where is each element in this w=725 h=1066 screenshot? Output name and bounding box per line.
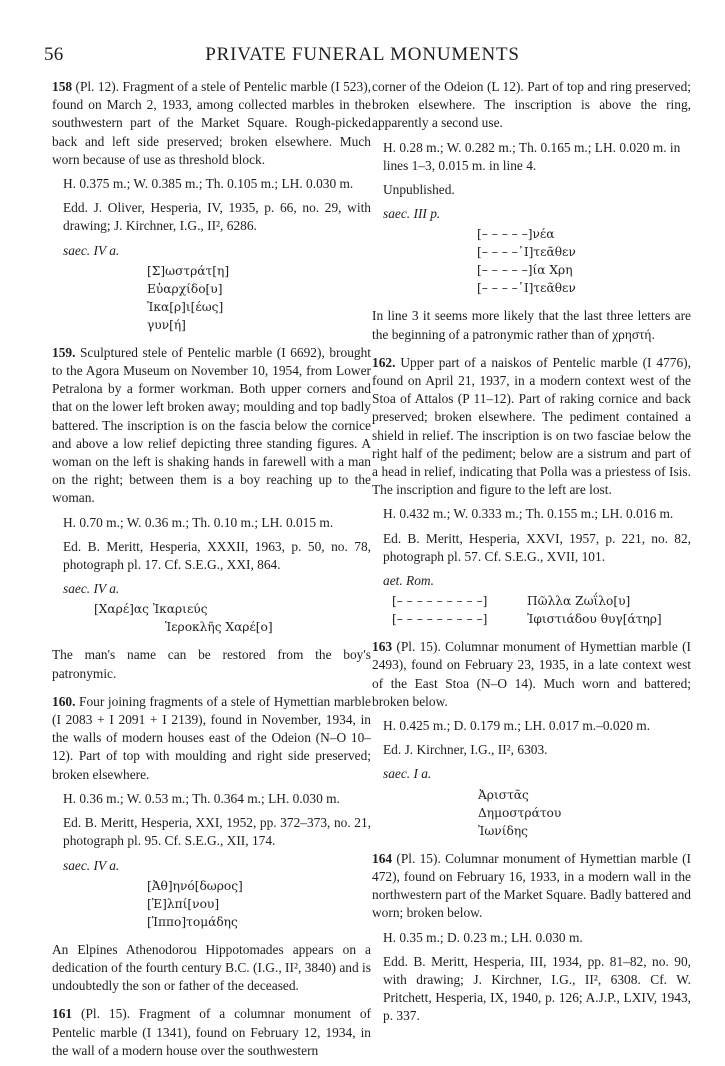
measurements: H. 0.35 m.; D. 0.23 m.; LH. 0.030 m. bbox=[383, 929, 583, 945]
commentary: In line 3 it seems more likely that the last three letters are the beginning of a patronymic rather than of χρηστή. bbox=[372, 308, 691, 342]
entry-159 bbox=[52, 344, 371, 508]
entry-number: 158 bbox=[52, 79, 73, 94]
inscription bbox=[372, 592, 691, 628]
measurements: H. 0.432 m.; W. 0.333 m.; Th. 0.155 m.; LH. 0.016 m. bbox=[383, 506, 674, 522]
entry-162 bbox=[372, 354, 691, 500]
entry-161 bbox=[52, 1005, 371, 1060]
inscription-line: [– – – – –]ία Χρη bbox=[477, 263, 573, 278]
inscription-line: Εὐαρχίδο[υ] bbox=[147, 281, 223, 296]
left-column bbox=[52, 78, 371, 1066]
inscription-line: [– – – –᾿Ι]τεᾶθεν bbox=[477, 281, 576, 296]
inscription-line: Ἀριστᾶς bbox=[478, 787, 529, 802]
inscription-line: Ἰκα[ρ]ι[έως] bbox=[147, 299, 224, 314]
inscription-line: Πῶλλα Ζωΐλο[υ] bbox=[527, 594, 631, 609]
inscription-line: [Χαρέ]ας Ἰκαριεύς bbox=[94, 602, 208, 617]
date: saec. I a. bbox=[383, 766, 432, 782]
date: saec. IV a. bbox=[63, 242, 120, 258]
inscription bbox=[52, 600, 371, 636]
entry-description: Four joining fragments of a stele of Hymettian marble (I 2083 + I 2091 + I 2139), found in November, 1934, in the walls of modern houses east of the Odeion (N–O 10–12). Part of top with moulding and right side preserved; broken elsewhere. bbox=[52, 693, 371, 782]
entry-description: (Pl. 15). Columnar monument of Hymettian marble (I 2493), found on February 23, 1935, in a late context west of the East Stoa (N–O 14). Much worn and battered; broken below. bbox=[372, 639, 691, 709]
commentary: The man's name can be restored from the boy's patronymic. bbox=[52, 647, 371, 681]
right-column bbox=[372, 78, 691, 1032]
measurements: H. 0.36 m.; W. 0.53 m.; Th. 0.364 m.; LH. 0.030 m. bbox=[63, 790, 340, 806]
entry-158 bbox=[52, 78, 371, 169]
entry-161-continued: corner of the Odeion (L 12). Part of top and ring preserved; broken elsewhere. The inscription is above the ring, apparently a second use. bbox=[372, 79, 691, 131]
inscription-line: [– – – – –]νέα bbox=[477, 227, 555, 242]
entry-163 bbox=[372, 638, 691, 711]
inscription-line: Ἰωνίδης bbox=[478, 823, 528, 838]
running-head: PRIVATE FUNERAL MONUMENTS bbox=[205, 44, 520, 65]
date: aet. Rom. bbox=[383, 573, 434, 589]
measurements: H. 0.375 m.; W. 0.385 m.; Th. 0.105 m.; LH. 0.030 m. bbox=[63, 176, 354, 192]
inscription-row bbox=[392, 610, 677, 628]
inscription-line: [Σ]ωστράτ[η] bbox=[147, 263, 230, 278]
bibliography: Ed. B. Meritt, Hesperia, XXI, 1952, pp. 372–373, no. 21, photograph pl. 95. Cf. S.E.G., XII, 174. bbox=[63, 815, 371, 849]
inscription bbox=[52, 262, 371, 334]
lacuna: [– – – – – – – – –] bbox=[392, 612, 488, 627]
publication-status: Unpublished. bbox=[383, 182, 455, 198]
inscription-line: [Ἀθ]ηνό[δωρος] bbox=[147, 878, 243, 893]
commentary: An Elpines Athenodorou Hippotomades appears on a dedication of the fourth century B.C. (I.G., II², 3840) and is undoubtedly the son or father of the deceased. bbox=[52, 941, 371, 994]
bibliography: Ed. J. Kirchner, I.G., II², 6303. bbox=[383, 742, 548, 758]
entry-number: 159. bbox=[52, 344, 76, 360]
inscription-line: Ἱεροκλῆς Χαρέ[ο] bbox=[165, 620, 273, 635]
date: saec. IV a. bbox=[63, 581, 120, 597]
inscription-row bbox=[392, 592, 677, 610]
date: saec. III p. bbox=[383, 206, 441, 222]
measurements: H. 0.28 m.; W. 0.282 m.; Th. 0.165 m.; LH. 0.020 m. in lines 1–3, 0.015 m. in line 4. bbox=[383, 139, 681, 173]
entry-number: 160. bbox=[52, 693, 76, 709]
bibliography: Edd. B. Meritt, Hesperia, III, 1934, pp. 81–82, no. 90, with drawing; J. Kirchner, I.G., II², 6308. Cf. W. Pritchett, Hesperia, IX, 1940, p. 126; A.J.P., LXIV, 1943, p. 337. bbox=[383, 953, 691, 1024]
measurements: H. 0.425 m.; D. 0.179 m.; LH. 0.017 m.–0.020 m. bbox=[383, 718, 651, 734]
inscription bbox=[52, 877, 371, 931]
entry-description: (Pl. 15). Fragment of a columnar monument of Pentelic marble (I 1341), found on February 12, 1934, in the wall of a modern house over the southwestern bbox=[52, 1006, 371, 1058]
page-number: 56 bbox=[44, 44, 64, 65]
entry-number: 162. bbox=[372, 354, 396, 370]
inscription-line: Ἰφιστιάδου θυγ[άτηρ] bbox=[527, 612, 662, 627]
inscription-line: [– – – –᾿Ι]τεᾶθεν bbox=[477, 245, 576, 260]
bibliography: Edd. J. Oliver, Hesperia, IV, 1935, p. 66, no. 29, with drawing; J. Kirchner, I.G., II², 6286. bbox=[63, 200, 371, 234]
inscription-line: Δημοστράτου bbox=[478, 805, 562, 820]
entry-164 bbox=[372, 850, 691, 923]
entry-description: Upper part of a naiskos of Pentelic marble (I 4776), found on April 21, 1937, in a modern context west of the Stoa of Attalos (P 11–12). Part of raking cornice and back preserved; broken elsewhere. The pediment contained a shield in relief. The inscription is on two fasciae below the right half of the pediment; below are a sistrum and part of a head in relief, indicating that Polla was a priestess of Isis. The inscription and figure to the left are lost. bbox=[372, 354, 691, 498]
entry-number: 163 bbox=[372, 639, 393, 655]
entry-description: Sculptured stele of Pentelic marble (I 6692), brought to the Agora Museum on November 10, 1954, from Lower Petralona by a former workman. Both upper corners and that on the lower left broken away; moulding and top badly battered. The inscription is on the fascia below the cornice and above a low relief depicting three standing figures. A woman on the left is shaking hands in farewell with a man on the right; between them is a boy reaching up to the woman. bbox=[52, 344, 371, 506]
entry-160 bbox=[52, 693, 371, 784]
inscription bbox=[372, 786, 691, 840]
date: saec. IV a. bbox=[63, 857, 120, 873]
entry-description: (Pl. 12). Fragment of a stele of Pentelic marble (I 523), found on March 2, 1933, among collected marbles in the southwestern part of the Market Square. Rough-picked back and left side preserved; broken elsewhere. Much worn because of use as threshold block. bbox=[52, 79, 371, 167]
inscription-line: [Ἱππο]τομάδης bbox=[147, 914, 238, 929]
inscription-line: γυν[ή] bbox=[147, 317, 186, 332]
bibliography: Ed. B. Meritt, Hesperia, XXXII, 1963, p. 50, no. 78, photograph pl. 17. Cf. S.E.G., XXI, 864. bbox=[63, 538, 371, 573]
bibliography: Ed. B. Meritt, Hesperia, XXVI, 1957, p. 221, no. 82, photograph pl. 57. Cf. S.E.G., XVII, 101. bbox=[383, 530, 691, 564]
entry-number: 161 bbox=[52, 1006, 73, 1022]
entry-description: (Pl. 15). Columnar monument of Hymettian marble (I 472), found on February 16, 1933, in a modern wall in the northwestern part of the Market Square. Badly battered and worn; broken below. bbox=[372, 850, 691, 921]
inscription bbox=[372, 225, 691, 297]
inscription-line: [Ἐ]λπί[νου] bbox=[147, 896, 220, 911]
lacuna: [– – – – – – – – –] bbox=[392, 594, 488, 609]
entry-number: 164 bbox=[372, 850, 393, 866]
measurements: H. 0.70 m.; W. 0.36 m.; Th. 0.10 m.; LH. 0.015 m. bbox=[63, 514, 334, 530]
